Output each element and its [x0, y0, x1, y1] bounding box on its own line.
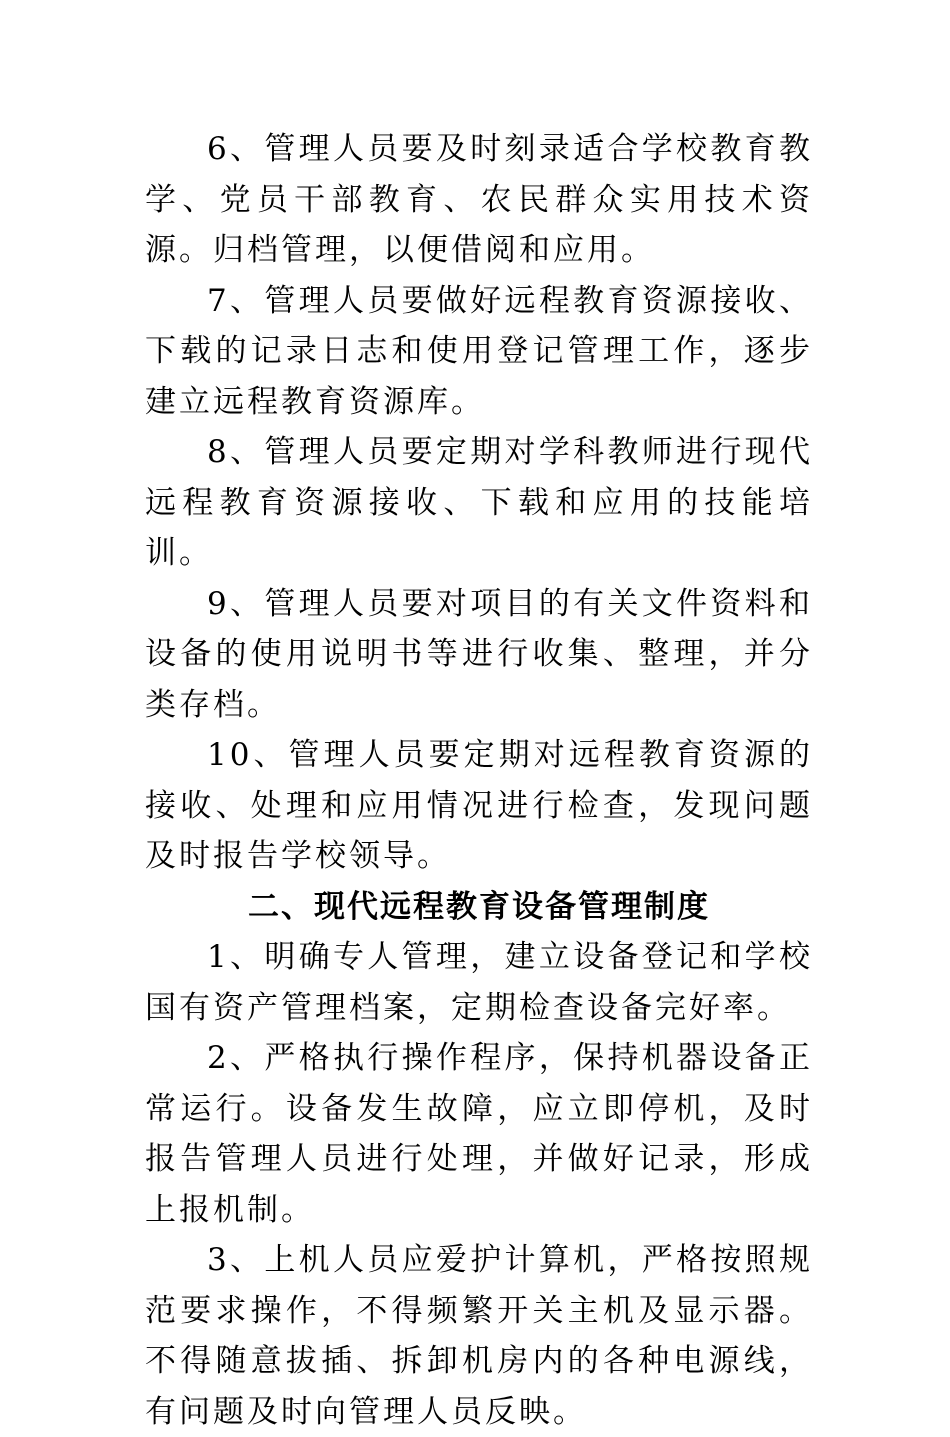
equipment-rule-3: 3、上机人员应爱护计算机，严格按照规范要求操作，不得频繁开关主机及显示器。不得随意拔插、拆卸机房内的各种电源线，有问题及时向管理人员反映。 — [145, 1242, 813, 1430]
paragraph-item-10: 10、管理人员要定期对远程教育资源的接收、处理和应用情况进行检查，发现问题及时报告学校领导。 — [145, 737, 813, 874]
paragraph-item-9: 9、管理人员要对项目的有关文件资料和设备的使用说明书等进行收集、整理，并分类存档。 — [145, 585, 813, 723]
equipment-rule-1: 1、明确专人管理，建立设备登记和学校国有资产管理档案，定期检查设备完好率。 — [145, 939, 813, 1026]
paragraph-item-7: 7、管理人员要做好远程教育资源接收、下载的记录日志和使用登记管理工作，逐步建立远程教育资源库。 — [145, 282, 813, 420]
paragraph-item-8: 8、管理人员要定期对学科教师进行现代远程教育资源接收、下载和应用的技能培训。 — [145, 434, 813, 571]
paragraph-item-6: 6、管理人员要及时刻录适合学校教育教学、党员干部教育、农民群众实用技术资源。归档管理，以便借阅和应用。 — [145, 131, 813, 268]
section-heading: 二、现代远程教育设备管理制度 — [248, 888, 710, 925]
document-page — [145, 124, 813, 1437]
equipment-rule-2: 2、严格执行操作程序，保持机器设备正常运行。设备发生故障，应立即停机，及时报告管理人员进行处理，并做好记录，形成上报机制。 — [145, 1040, 813, 1228]
